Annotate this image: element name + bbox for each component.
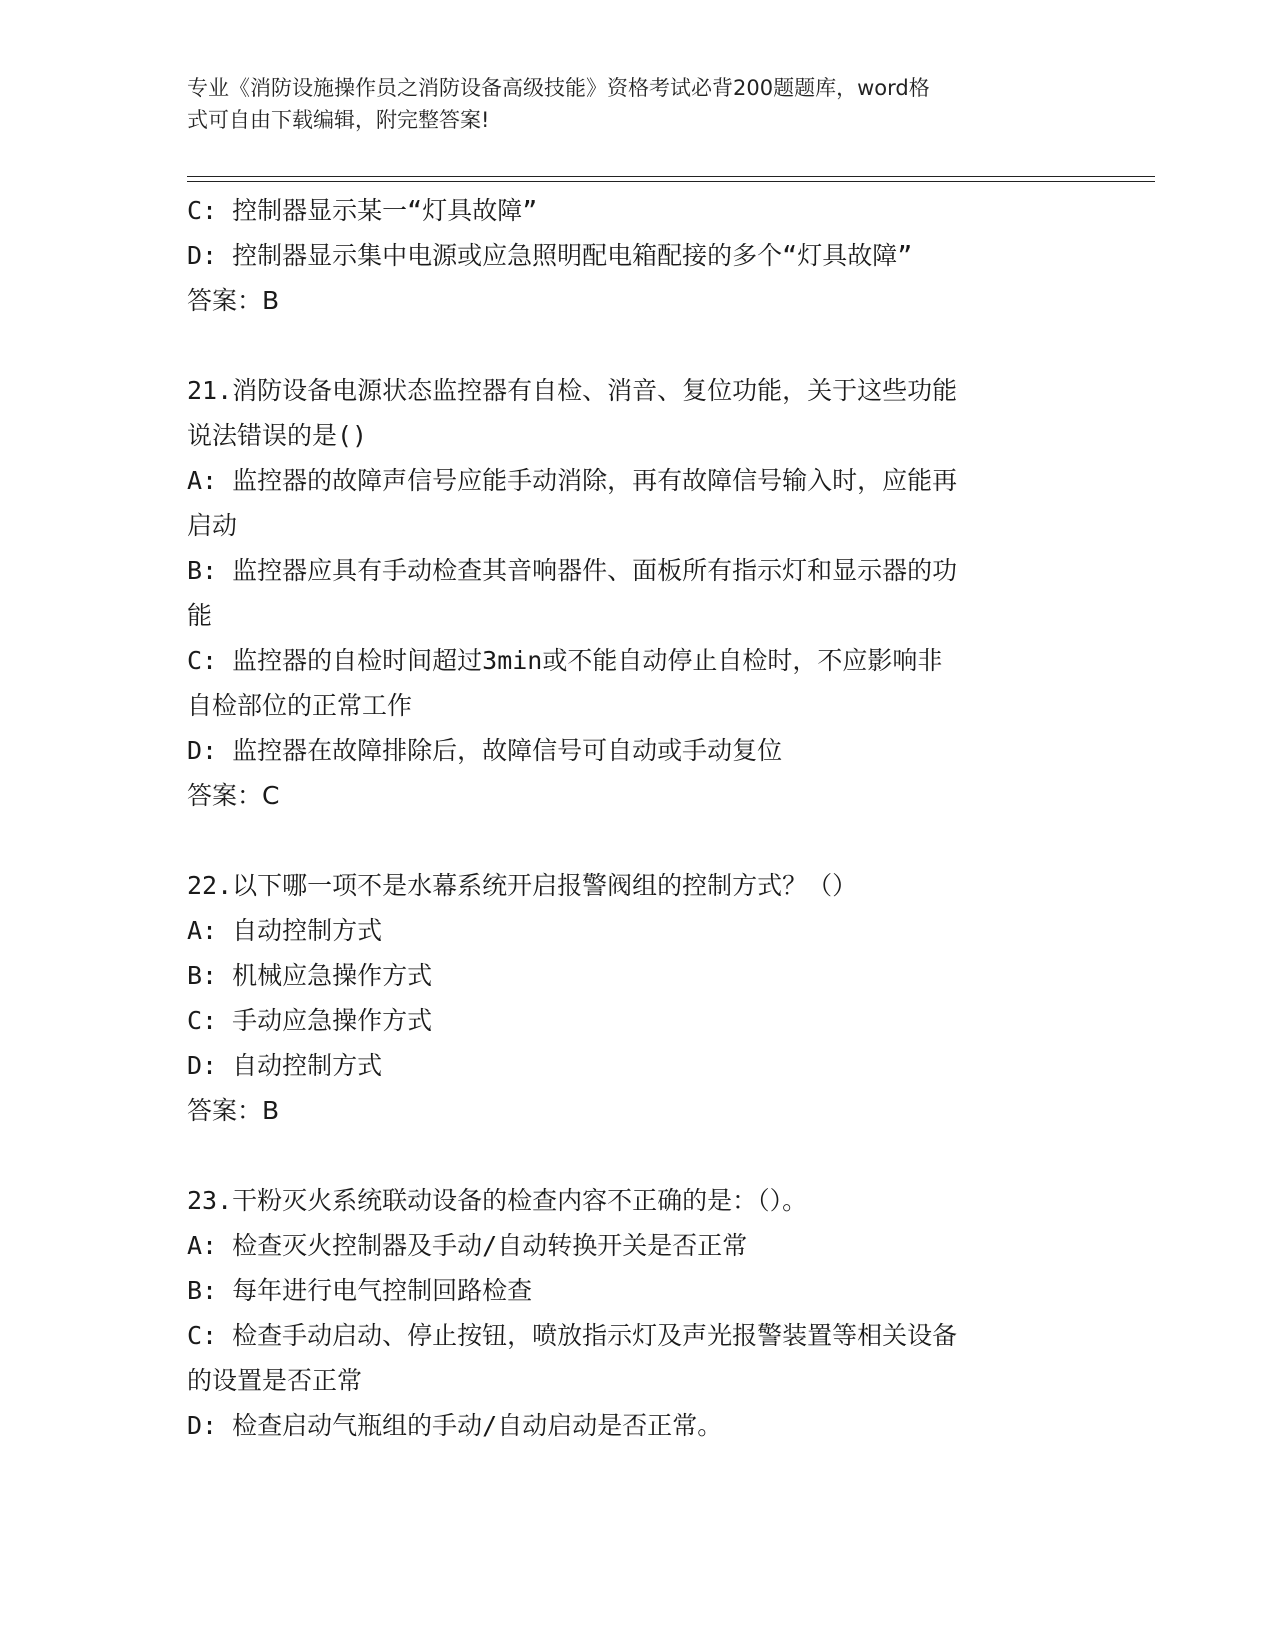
q21-stem: 21.消防设备电源状态监控器有自检、消音、复位功能，关于这些功能 <box>187 376 958 405</box>
q23-option-a: A: 检查灭火控制器及手动/自动转换开关是否正常 <box>187 1231 748 1260</box>
header-line-2: 式可自由下载编辑，附完整答案! <box>187 108 490 132</box>
question-content <box>187 188 1067 1448</box>
header-rule-bottom <box>187 181 1155 182</box>
q23-stem: 23.干粉灭火系统联动设备的检查内容不正确的是：（）。 <box>187 1186 808 1215</box>
prev-option-d: D: 控制器显示集中电源或应急照明配电箱配接的多个“灯具故障” <box>187 241 913 270</box>
q22-stem: 22.以下哪一项不是水幕系统开启报警阀组的控制方式？（） <box>187 871 858 900</box>
header-rule-top <box>187 176 1155 177</box>
q21-option-b-cont: 能 <box>187 601 213 630</box>
prev-answer: 答案：B <box>187 286 280 315</box>
prev-option-c: C: 控制器显示某一“灯具故障” <box>187 196 538 225</box>
q21-option-a: A: 监控器的故障声信号应能手动消除，再有故障信号输入时，应能再 <box>187 466 958 495</box>
q22-answer: 答案：B <box>187 1096 280 1125</box>
q23-option-b: B: 每年进行电气控制回路检查 <box>187 1276 533 1305</box>
q21-stem-cont: 说法错误的是() <box>187 421 368 450</box>
header-line-1: 专业《消防设施操作员之消防设备高级技能》资格考试必背200题题库，word格 <box>187 76 930 100</box>
q22-option-d: D: 自动控制方式 <box>187 1051 383 1080</box>
q21-option-b: B: 监控器应具有手动检查其音响器件、面板所有指示灯和显示器的功 <box>187 556 958 585</box>
q23-option-c: C: 检查手动启动、停止按钮，喷放指示灯及声光报警装置等相关设备 <box>187 1321 958 1350</box>
q21-option-a-cont: 启动 <box>187 511 238 540</box>
q22-option-c: C: 手动应急操作方式 <box>187 1006 433 1035</box>
q21-answer: 答案：C <box>187 781 280 810</box>
q23-option-c-cont: 的设置是否正常 <box>187 1366 363 1395</box>
q22-option-a: A: 自动控制方式 <box>187 916 383 945</box>
document-header <box>187 72 1067 136</box>
q21-option-c-cont: 自检部位的正常工作 <box>187 691 413 720</box>
q21-option-c: C: 监控器的自检时间超过3min或不能自动停止自检时，不应影响非 <box>187 646 943 675</box>
q23-option-d: D: 检查启动气瓶组的手动/自动启动是否正常。 <box>187 1411 723 1440</box>
q21-option-d: D: 监控器在故障排除后，故障信号可自动或手动复位 <box>187 736 783 765</box>
q22-option-b: B: 机械应急操作方式 <box>187 961 433 990</box>
